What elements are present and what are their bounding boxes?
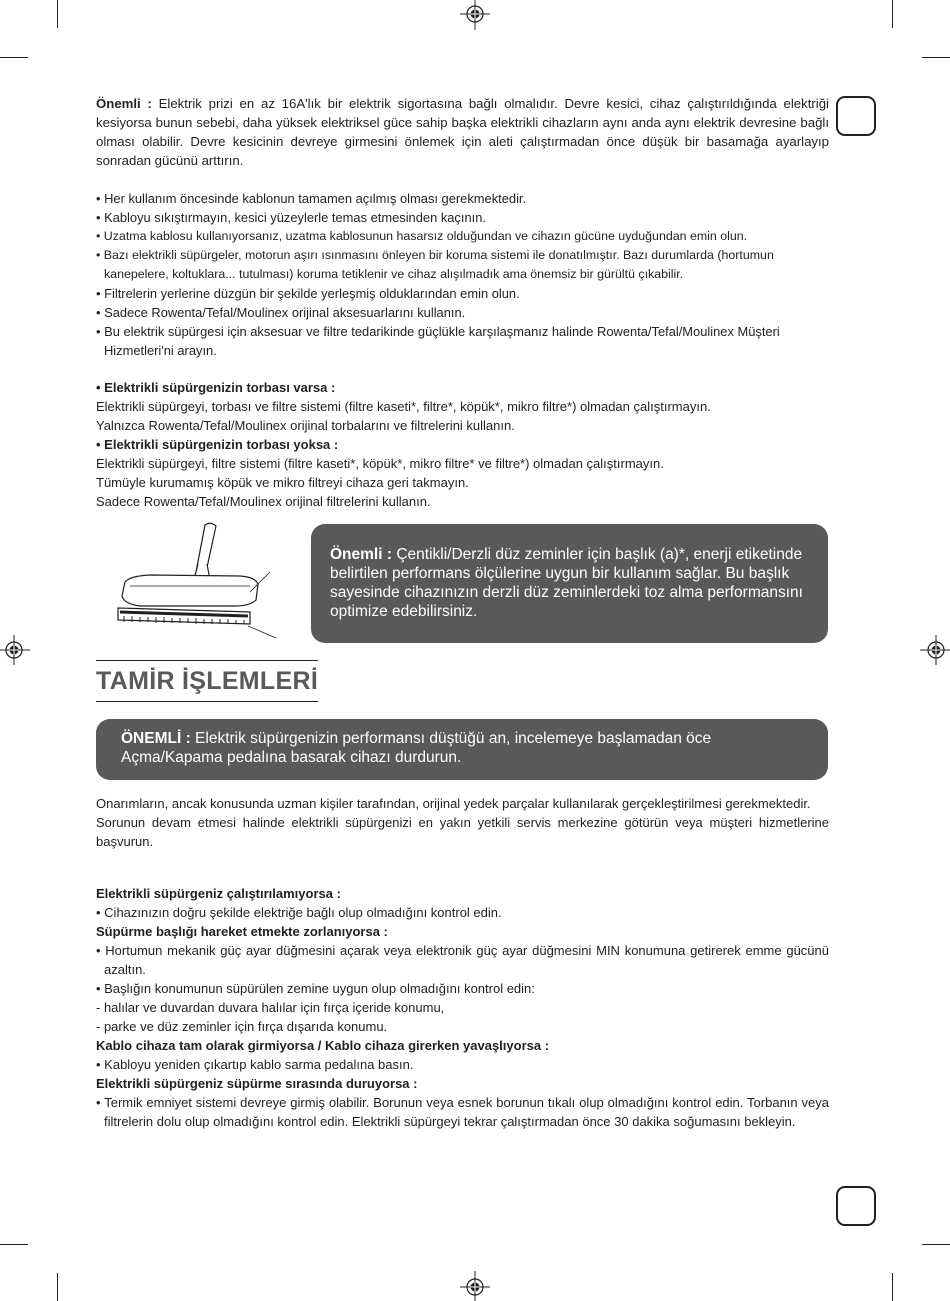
list-item: • Başlığın konumunun süpürülen zemine uygun olup olmadığını kontrol edin: (96, 981, 535, 996)
registration-mark-top (460, 0, 490, 30)
list-item: • Bazı elektrikli süpürgeler, motorun aşırı ısınmasını önleyen bir koruma sistemi ile donatılmıştır. Bazı durumlarda (hortumun kanepelere, koltuklara... tutulması) koruma tetiklenir ve cihaz alışılmadık ama önemsiz bir gürültü çıkabilir. (96, 248, 774, 281)
heading-rule-bottom (96, 701, 318, 702)
trouble-heading-3: Kablo cihaza tam olarak girmiyorsa / Kablo cihaza girerken yavaşlıyorsa : (96, 1038, 550, 1053)
callout-repair-important (96, 719, 828, 780)
without-bag-heading: • Elektrikli süpürgenizin torbası yoksa : (96, 437, 339, 452)
page-tab-box-top (836, 96, 876, 136)
crop-mark-top-right-h (922, 57, 950, 58)
repair-paragraph: Sorunun devam etmesi halinde elektrikli süpürgenizi en yakın yetkili servis merkezine götürün veya müşteri hizmetlerine başvurun. (96, 815, 829, 849)
with-bag-line: Elektrikli süpürgeyi, torbası ve filtre sistemi (filtre kaseti*, filtre*, köpük*, mikro filtre*) olmadan çalıştırmayın. (96, 399, 711, 414)
crop-mark-top-left-h (0, 57, 28, 58)
crop-mark-bottom-left-v (57, 1273, 58, 1301)
list-item: • Termik emniyet sistemi devreye girmiş olabilir. Borunun veya esnek borunun tıkalı olup olmadığını kontrol edin. Torbanın veya filtrelerin dolu olup olmadığını kontrol edin. Elektrikli süpürgeyi tekrar çalıştırmadan önce 30 dakika soğumasını bekleyin. (96, 1095, 829, 1129)
page-title: TAMİR İŞLEMLERİ (96, 667, 319, 695)
callout-repair-lead: ÖNEMLİ : (121, 730, 191, 747)
trouble-heading-2: Süpürme başlığı hareket etmekte zorlanıyorsa : (96, 924, 388, 939)
without-bag-line: Elektrikli süpürgeyi, filtre sistemi (filtre kaseti*, köpük*, mikro filtre* ve filtre*) olmadan çalıştırmayın. (96, 456, 664, 471)
list-item: • Kabloyu sıkıştırmayın, kesici yüzeylerle temas etmesinden kaçının. (96, 210, 486, 225)
repair-paragraphs (96, 794, 829, 851)
crop-mark-bottom-right-v (892, 1273, 893, 1301)
intro-paragraph (96, 94, 829, 170)
registration-mark-right (920, 635, 950, 665)
callout-nozzle-text: Çentikli/Derzli düz zeminler için başlık (a)*, enerji etiketinde belirtilen performans ölçülerine uygun bir kullanım sağlar. Bu başlık sayesinde cihazınızın derzli düz zeminlerdeki toz alma performansını optimize edebilirsiniz. (330, 546, 803, 620)
callout-nozzle-lead: Önemli : (330, 546, 393, 563)
intro-text: Elektrik prizi en az 16A'lık bir elektrik sigortasına bağlı olmalıdır. Devre kesici, cihaz çalıştırıldığında elektriği kesiyorsa bunun sebebi, daha yüksek elektriksel güce sahip başka elektrikli cihazların aynı anda aynı elektrik devresine bağlı olması olabilir. Devre kesicinin devreye girmesini önlemek için aleti çalıştırmadan önce düşük bir basamağa ayarlayıp sonradan gücünü arttırın. (96, 96, 829, 168)
troubleshooting-section (96, 884, 829, 1131)
crop-mark-bottom-left-h (0, 1244, 28, 1245)
without-bag-line: Tümüyle kurumamış köpük ve mikro filtreyi cihaza geri takmayın. (96, 475, 469, 490)
list-item: • Sadece Rowenta/Tefal/Moulinex orijinal aksesuarlarını kullanın. (96, 305, 466, 320)
intro-lead: Önemli : (96, 96, 152, 111)
safety-bullet-list (96, 189, 829, 360)
repair-paragraph: Onarımların, ancak konusunda uzman kişiler tarafından, orijinal yedek parçalar kullanılarak gerçekleştirilmesi gerekmektedir. (96, 796, 811, 811)
without-bag-line: Sadece Rowenta/Tefal/Moulinex orijinal filtrelerini kullanın. (96, 494, 431, 509)
list-item: • Bu elektrik süpürgesi için aksesuar ve filtre tedarikinde güçlükle karşılaşmanız halinde Rowenta/Tefal/Moulinex Müşteri Hizmetleri'ni arayın. (96, 324, 780, 358)
with-bag-heading: • Elektrikli süpürgenizin torbası varsa : (96, 380, 336, 395)
crop-mark-bottom-right-h (922, 1244, 950, 1245)
with-bag-line: Yalnızca Rowenta/Tefal/Moulinex orijinal torbalarını ve filtrelerini kullanın. (96, 418, 515, 433)
crop-mark-top-right-v (892, 0, 893, 28)
callout-nozzle-important (311, 524, 828, 643)
list-item: - parke ve düz zeminler için fırça dışarıda konumu. (96, 1019, 388, 1034)
list-item: • Cihazınızın doğru şekilde elektriğe bağlı olup olmadığını kontrol edin. (96, 905, 502, 920)
list-item: • Kabloyu yeniden çıkartıp kablo sarma pedalına basın. (96, 1057, 414, 1072)
callout-repair-text: Elektrik süpürgenizin performansı düştüğü an, incelemeye başlamadan öce Açma/Kapama pedalına basarak cihazı durdurun. (121, 730, 712, 766)
list-item: - halılar ve duvardan duvara halılar için fırça içeride konumu, (96, 1000, 445, 1015)
bag-section (96, 378, 829, 511)
registration-mark-bottom (460, 1271, 490, 1301)
trouble-heading-1: Elektrikli süpürgeniz çalıştırılamıyorsa : (96, 886, 341, 901)
registration-mark-left (0, 635, 30, 665)
floor-nozzle-illustration (110, 520, 285, 645)
crop-mark-top-left-v (57, 0, 58, 28)
list-item: • Uzatma kablosu kullanıyorsanız, uzatma kablosunun hasarsız olduğundan ve cihazın gücüne uyduğundan emin olun. (96, 229, 748, 243)
heading-rule-top (96, 660, 318, 661)
list-item: • Her kullanım öncesinde kablonun tamamen açılmış olması gerekmektedir. (96, 191, 527, 206)
trouble-heading-4: Elektrikli süpürgeniz süpürme sırasında duruyorsa : (96, 1076, 418, 1091)
page-tab-box-bottom (836, 1186, 876, 1226)
list-item: • Filtrelerin yerlerine düzgün bir şekilde yerleşmiş olduklarından emin olun. (96, 286, 520, 301)
list-item: • Hortumun mekanik güç ayar düğmesini açarak veya elektronik güç ayar düğmesini MIN konumuna getirerek emme gücünü azaltın. (96, 943, 829, 977)
